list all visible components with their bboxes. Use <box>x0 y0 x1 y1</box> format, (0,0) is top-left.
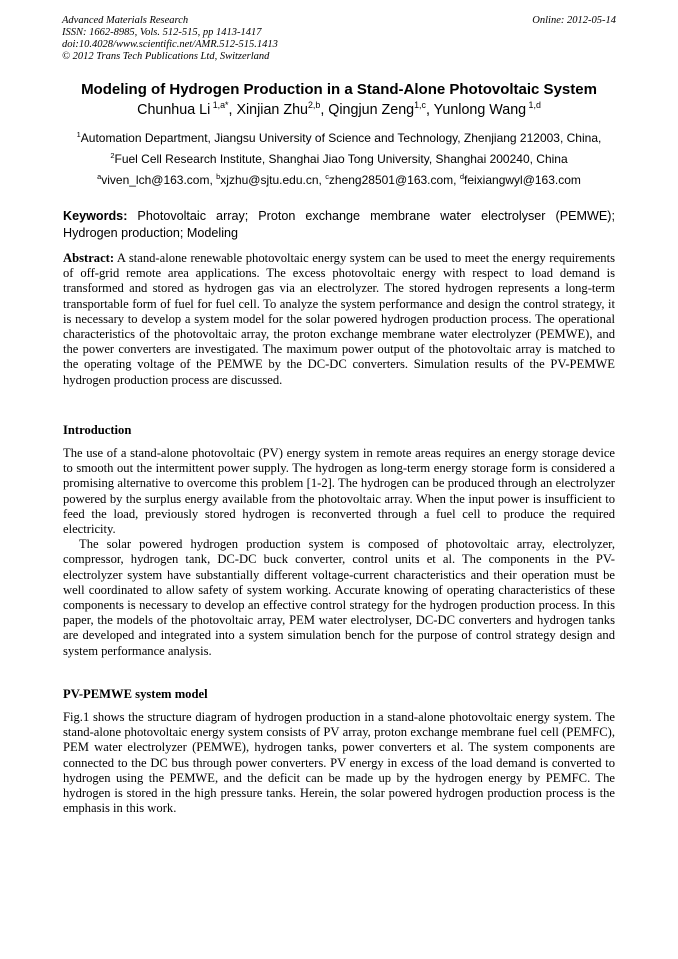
email-sup: a <box>97 172 102 181</box>
author-affil-sup: 1,d <box>526 100 541 111</box>
abstract-label: Abstract: <box>63 251 115 265</box>
doi-line: doi:10.4028/www.scientific.net/AMR.512-515.1413 <box>62 39 278 50</box>
journal-header <box>62 15 616 63</box>
author-name: , Qingjun Zeng <box>320 102 415 118</box>
email-sup: b <box>216 172 221 181</box>
author-list <box>40 101 638 120</box>
email-address: xjzhu@sjtu.edu.cn, <box>220 173 326 187</box>
system-model-paragraph: Fig.1 shows the structure diagram of hydrogen production in a stand-alone photovoltaic energy system. The stand-alone photovoltaic energy system consists of PV array, proton exchange membrane fuel cell (PEMFC), PEM water electrolyzer (PEMWE), hydrogen tanks, power converters et al. The system components are connected to the DC bus through power converters. PV energy in excess of the load demand is converted to hydrogen using the PEMWE, and the deficit can be made up by the hydrogen energy by PEMFC. The hydrogen is stored in the high pressure tanks. Herein, the solar powered hydrogen production process is the emphasis in this work. <box>63 710 615 816</box>
affiliation-text: Automation Department, Jiangsu University of Science and Technology, Zhenjiang 212003, China, <box>80 131 602 145</box>
email-line <box>36 172 642 188</box>
author-name: , Yunlong Wang <box>425 102 527 118</box>
author-name: , Xinjian Zhu <box>228 102 308 118</box>
author-affil-sup: 1,c <box>414 100 426 111</box>
author-name: Chunhua Li <box>137 102 211 118</box>
introduction-heading: Introduction <box>63 423 132 437</box>
email-address: feixiangwyl@163.com <box>464 173 581 187</box>
paper-title: Modeling of Hydrogen Production in a Stand-Alone Photovoltaic System <box>81 81 597 98</box>
introduction-body <box>63 446 615 659</box>
keywords-block <box>63 208 615 242</box>
affiliation-text: Fuel Cell Research Institute, Shanghai Jiao Tong University, Shanghai 200240, China <box>114 152 568 166</box>
abstract-text: A stand-alone renewable photovoltaic energy system can be used to meet the energy requirements of off-grid remote area applications. The excess photovoltaic energy with respect to load demand is transformed and stored as hydrogen gas via an electrolyzer. The stored hydrogen represents a long-term transportable form of fuel for fuel cell. To analyze the system performance and design the control strategy, it is necessary to develop a system model for the solar powered hydrogen production process. The operational characteristics of the photovoltaic array, the proton exchange membrane water electrolyzer (PEMWE), and the power converters are investigated. The maximum power output of the photovoltaic array is matched to the operating voltage of the PEMWE by the DC-DC converters. Simulation results of the PV-PEMWE hydrogen production process are discussed. <box>63 251 615 387</box>
abstract-block <box>63 251 615 388</box>
affiliation-sup: 2 <box>110 151 115 160</box>
email-sup: c <box>325 172 329 181</box>
keywords-text: Photovoltaic array; Proton exchange membrane water electrolyser (PEMWE); Hydrogen production; Modeling <box>63 209 615 240</box>
system-model-heading: PV-PEMWE system model <box>63 687 208 701</box>
email-address: viven_lch@163.com, <box>101 173 217 187</box>
affiliation-sup: 1 <box>76 130 81 139</box>
issn-line: ISSN: 1662-8985, Vols. 512-515, pp 1413-1417 <box>62 27 262 38</box>
email-sup: d <box>459 172 464 181</box>
journal-name: Advanced Materials Research <box>62 15 189 26</box>
copyright-line: © 2012 Trans Tech Publications Ltd, Switzerland <box>62 51 270 62</box>
introduction-paragraph: The solar powered hydrogen production system is composed of photovoltaic array, electrolyzer, compressor, hydrogen tank, DC-DC buck converter, control units et al. The components in the PV-electrolyzer system have substantially different voltage-current characteristics and their operation must be well coordinated to allow safety of system working. Accurate knowing of operating characteristics of these components is necessary to develop an effective control strategy for the hydrogen production process. In this paper, the models of the photovoltaic array, PEM water electrolyser, DC-DC converters and hydrogen tanks are developed and integrated into a system simulation bench for the purpose of control strategy design and system performance analysis. <box>63 537 615 658</box>
affiliation-1 <box>36 130 642 146</box>
online-date: Online: 2012-05-14 <box>532 15 616 26</box>
email-address: zheng28501@163.com, <box>328 173 460 187</box>
author-affil-sup: 1,a* <box>210 100 229 111</box>
author-affil-sup: 2,b <box>307 100 321 111</box>
affiliation-2 <box>36 151 642 167</box>
introduction-paragraph: The use of a stand-alone photovoltaic (PV) energy system in remote areas requires an energy storage device to smooth out the intermittent power supply. The hydrogen as long-term energy storage form is considered a promising alternative to overcome this problem [1-2]. The hydrogen can be produced through an electrolyzer powered by the surplus energy available from the photovoltaic array. When the input power is insufficient to feed the load, previously stored hydrogen is reconverted through a fuel cell to produce the required electricity. <box>63 446 615 537</box>
keywords-label: Keywords: <box>63 209 128 223</box>
